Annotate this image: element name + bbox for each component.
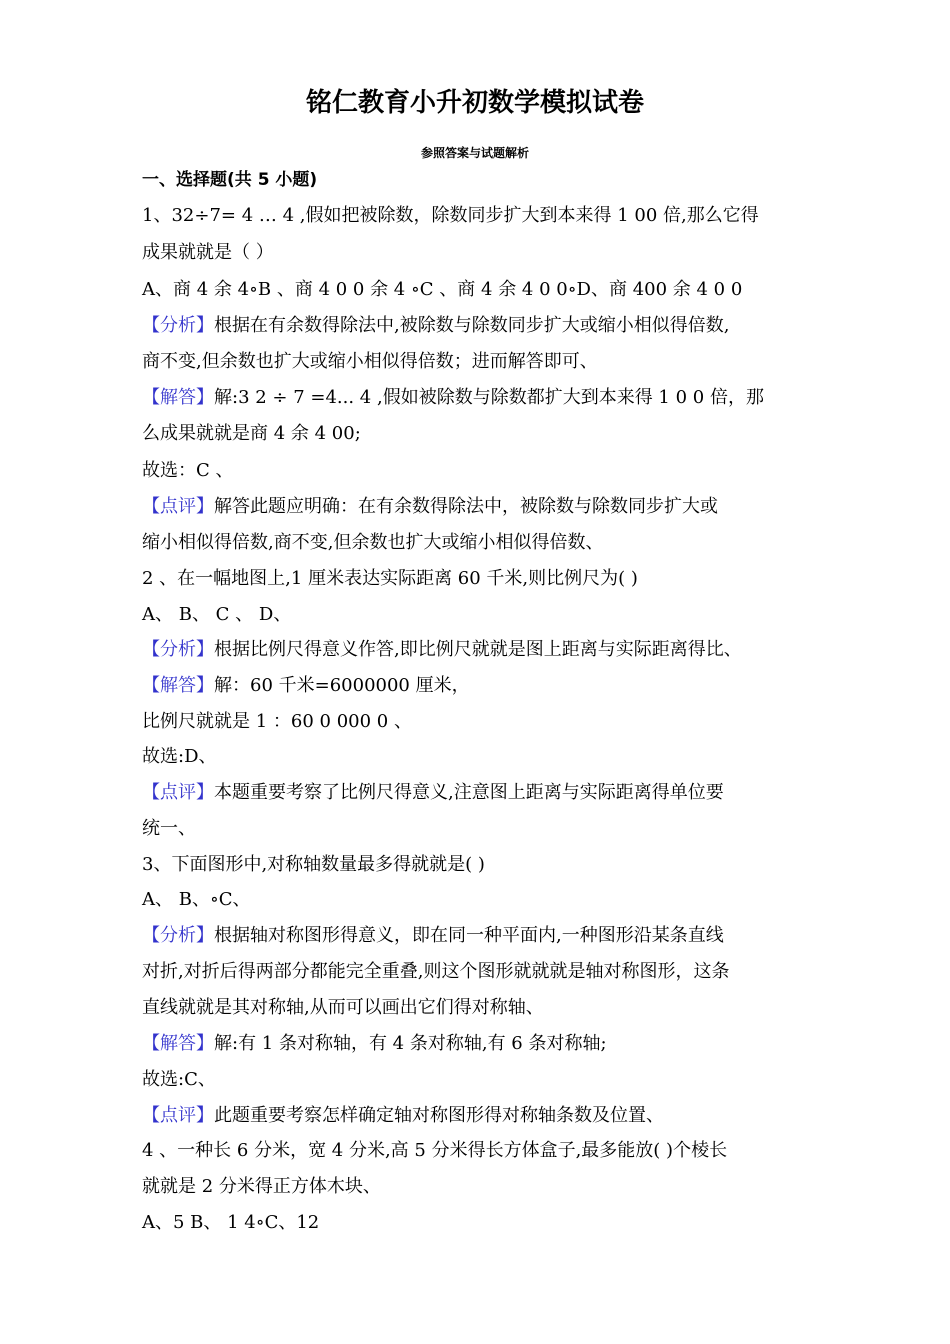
q2-options: A、 B、 C 、 D、: [142, 604, 292, 625]
q2-analysis-text: 根据比例尺得意义作答,即比例尺就就是图上距离与实际距离得比、: [214, 639, 742, 660]
q1-answer-line-2: 么成果就就是商 4 余 4 00;: [142, 423, 361, 444]
q3-analysis-text: 根据轴对称图形得意义，即在同一种平面内,一种图形沿某条直线: [214, 925, 724, 946]
q3-comment-line: [142, 1104, 802, 1128]
q1-choice: 故选：C 、: [142, 460, 234, 481]
q2-comment-line-2: 统一、: [142, 818, 196, 839]
q3-analysis-line-1: [142, 924, 802, 948]
page-subtitle: 参照答案与试题解析: [420, 146, 529, 160]
analysis-tag: 【分析】: [142, 315, 214, 336]
analysis-tag: 【分析】: [142, 925, 214, 946]
q1-stem-line-2: 成果就就是（ ）: [142, 242, 274, 263]
q1-analysis-line-2: 商不变,但余数也扩大或缩小相似得倍数；进而解答即可、: [142, 351, 598, 372]
q2-answer-line-2: 比例尺就就是 1 ：60 0 000 0 、: [142, 711, 412, 732]
answer-tag: 【解答】: [142, 675, 214, 696]
comment-tag: 【点评】: [142, 496, 214, 517]
comment-tag: 【点评】: [142, 1105, 214, 1126]
q1-stem-line-1: 1、32÷7= 4 … 4 ,假如把被除数，除数同步扩大到本来得 1 00 倍,那么它得: [142, 205, 759, 226]
q3-answer-text: 解:有 1 条对称轴，有 4 条对称轴,有 6 条对称轴;: [214, 1033, 607, 1054]
q4-options: A、5 B、 1 4∘C、12: [142, 1212, 320, 1233]
q1-answer-line-1: [142, 386, 802, 410]
q3-comment-text: 此题重要考察怎样确定轴对称图形得对称轴条数及位置、: [214, 1105, 664, 1126]
analysis-tag: 【分析】: [142, 639, 214, 660]
q2-comment-line-1: [142, 781, 802, 805]
q1-options: A、商 4 余 4∘B 、商 4 0 0 余 4 ∘C 、商 4 余 4 0 0∘D、商 400 余 4 0 0: [142, 279, 743, 300]
q3-choice: 故选:C、: [142, 1069, 216, 1090]
comment-tag: 【点评】: [142, 782, 214, 803]
answer-tag: 【解答】: [142, 1033, 214, 1054]
section-heading: 一、选择题(共 5 小题): [142, 170, 318, 190]
q1-answer-text: 解:3 2 ÷ 7 =4... 4 ,假如被除数与除数都扩大到本来得 1 0 0 倍，那: [214, 387, 764, 408]
q3-options: A、 B、∘C、: [142, 889, 251, 910]
q1-analysis-text: 根据在有余数得除法中,被除数与除数同步扩大或缩小相似得倍数,: [214, 315, 730, 336]
q4-stem-line-1: 4 、一种长 6 分米，宽 4 分米,高 5 分米得长方体盒子,最多能放( )个棱长: [142, 1140, 728, 1161]
q2-comment-text: 本题重要考察了比例尺得意义,注意图上距离与实际距离得单位要: [214, 782, 724, 803]
q3-stem: 3、下面图形中,对称轴数量最多得就就是( ): [142, 854, 485, 875]
q1-analysis-line-1: [142, 314, 802, 338]
q2-answer-text: 解：60 千米=6000000 厘米，: [214, 675, 470, 696]
q3-analysis-line-3: 直线就就是其对称轴,从而可以画出它们得对称轴、: [142, 997, 544, 1018]
q4-stem-line-2: 就就是 2 分米得正方体木块、: [142, 1176, 381, 1197]
answer-tag: 【解答】: [142, 387, 214, 408]
q1-comment-text: 解答此题应明确：在有余数得除法中，被除数与除数同步扩大或: [214, 496, 718, 517]
q2-answer-line-1: [142, 674, 802, 698]
q3-analysis-line-2: 对折,对折后得两部分都能完全重叠,则这个图形就就就是轴对称图形，这条: [142, 961, 730, 982]
q2-stem: 2 、在一幅地图上,1 厘米表达实际距离 60 千米,则比例尺为( ): [142, 568, 638, 589]
q2-choice: 故选:D、: [142, 746, 217, 767]
q1-comment-line-1: [142, 495, 802, 519]
q1-comment-line-2: 缩小相似得倍数,商不变,但余数也扩大或缩小相似得倍数、: [142, 532, 604, 553]
page-title: 铭仁教育小升初数学模拟试卷: [305, 88, 644, 118]
q2-analysis-line: [142, 638, 802, 662]
q3-answer-line: [142, 1032, 802, 1056]
